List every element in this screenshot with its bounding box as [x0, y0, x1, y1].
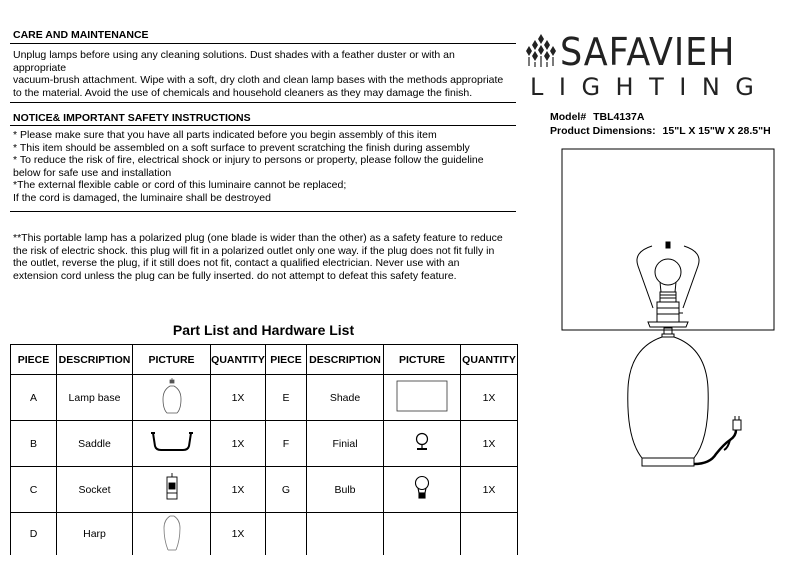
header-description: DESCRIPTION [57, 345, 133, 375]
picture-cell [133, 513, 211, 556]
description-cell: Saddle [57, 421, 133, 467]
quantity-cell: 1X [461, 375, 518, 421]
piece-cell: A [11, 375, 57, 421]
table-row [11, 421, 518, 467]
plug-line: the outlet, reverse the plug, if it still does not fit, contact a qualified electrician. Never use with an [13, 257, 460, 270]
safety-title: NOTICE& IMPORTANT SAFETY INSTRUCTIONS [13, 112, 251, 124]
table-row [11, 375, 518, 421]
quantity-cell: 1X [461, 421, 518, 467]
divider [10, 102, 516, 103]
parts-title: Part List and Hardware List [172, 322, 355, 338]
description-cell: Lamp base [57, 375, 133, 421]
quantity-cell: 1X [461, 467, 518, 513]
socket-icon [164, 473, 180, 503]
description-cell: Socket [57, 467, 133, 513]
safety-line: * This item should be assembled on a soft surface to prevent scratching the finish during assembly [13, 141, 470, 154]
quantity-cell [461, 513, 518, 556]
divider [10, 211, 516, 212]
header-description: DESCRIPTION [307, 345, 384, 375]
piece-cell [266, 513, 307, 556]
model-number: TBL4137A [593, 111, 645, 123]
description-cell: Shade [307, 375, 384, 421]
quantity-cell: 1X [211, 513, 266, 556]
plug-line: extension cord unless the plug can be fully inserted. do not attempt to defeat this safety feature. [13, 269, 457, 282]
chandelier-icon [526, 34, 556, 68]
harp-icon [160, 514, 184, 552]
parts-table [10, 344, 518, 555]
description-cell: Finial [307, 421, 384, 467]
piece-cell: C [11, 467, 57, 513]
header-piece: PIECE [266, 345, 307, 375]
finial-icon [414, 432, 430, 452]
header-picture: PICTURE [133, 345, 211, 375]
care-line: to the material. Avoid the use of chemicals and household cleaners as they may damage the finish. [13, 86, 473, 99]
safety-line: * To reduce the risk of fire, electrical shock or injury to persons or property, please follow the guideline [13, 154, 484, 167]
header-quantity: QUANTITY [211, 345, 266, 375]
quantity-cell: 1X [211, 467, 266, 513]
safety-text [13, 129, 484, 205]
picture-cell [384, 375, 461, 421]
table-header-row [11, 345, 518, 375]
divider [10, 125, 516, 126]
model-label: Model# [550, 111, 587, 123]
divider [10, 43, 516, 44]
quantity-cell: 1X [211, 375, 266, 421]
care-text [13, 49, 503, 99]
saddle-icon [149, 430, 195, 454]
piece-cell: E [266, 375, 307, 421]
picture-cell [133, 421, 211, 467]
piece-cell: B [11, 421, 57, 467]
brand-subtitle: LIGHTING [530, 73, 770, 101]
plug-line: the risk of electric shock. this plug will fit in a polarized outlet only one way. if the plug does not fit fully in [13, 244, 495, 257]
header-picture: PICTURE [384, 345, 461, 375]
care-line: Unplug lamps before using any cleaning solutions. Dust shades with a feather duster or with an [13, 49, 455, 61]
plug-line: **This portable lamp has a polarized plug (one blade is wider than the other) as a safety feature to reduce [13, 232, 503, 244]
table-row [11, 513, 518, 556]
piece-cell: D [11, 513, 57, 556]
table-row [11, 467, 518, 513]
safety-line: below for safe use and installation [13, 166, 172, 179]
piece-cell: G [266, 467, 307, 513]
lamp-base-icon [160, 377, 184, 415]
description-cell [307, 513, 384, 556]
lamp-illustration [560, 148, 800, 478]
picture-cell [384, 421, 461, 467]
piece-cell: F [266, 421, 307, 467]
dimensions-line [550, 125, 771, 137]
bulb-icon [414, 475, 430, 501]
safety-line: *The external flexible cable or cord of this luminaire cannot be replaced; [13, 179, 347, 192]
care-line: appropriate [13, 61, 67, 74]
picture-cell [384, 467, 461, 513]
safety-line: If the cord is damaged, the luminaire shall be destroyed [13, 191, 271, 204]
picture-cell [133, 375, 211, 421]
picture-cell [133, 467, 211, 513]
dimensions-label: Product Dimensions: [550, 125, 656, 137]
shade-icon [396, 380, 448, 412]
brand-name: SAFAVIEH [560, 30, 736, 74]
dimensions-value: 15"L X 15"W X 28.5"H [662, 125, 771, 137]
safety-line: * Please make sure that you have all parts indicated before you begin assembly of this item [13, 129, 437, 141]
care-title: CARE AND MAINTENANCE [13, 29, 149, 41]
header-quantity: QUANTITY [461, 345, 518, 375]
care-line: vacuum-brush attachment. Wipe with a soft, dry cloth and clean lamp bases with the methods appropriate [13, 74, 504, 87]
quantity-cell: 1X [211, 421, 266, 467]
picture-cell [384, 513, 461, 556]
description-cell: Harp [57, 513, 133, 556]
model-line [550, 111, 644, 123]
plug-text [13, 232, 503, 282]
description-cell: Bulb [307, 467, 384, 513]
header-piece: PIECE [11, 345, 57, 375]
